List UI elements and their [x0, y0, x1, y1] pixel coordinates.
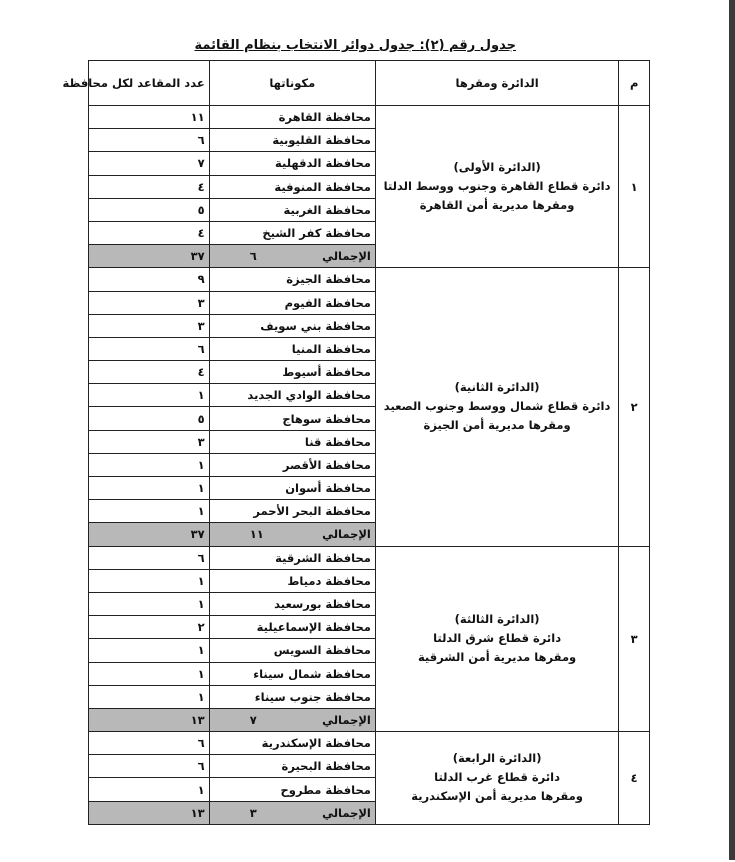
governorate-name: محافظة بني سويف	[209, 314, 375, 337]
header-m: م	[619, 61, 650, 106]
governorate-name: محافظة الوادي الجديد	[209, 384, 375, 407]
governorate-seats: ٢	[89, 616, 210, 639]
total-label: الإجمالي	[322, 527, 371, 542]
governorate-name: محافظة سوهاج	[209, 407, 375, 430]
total-cell	[209, 708, 375, 731]
governorate-seats: ٥	[89, 407, 210, 430]
governorate-seats: ٦	[89, 129, 210, 152]
circle-number: ٢	[619, 268, 650, 546]
governorate-seats: ١	[89, 384, 210, 407]
governorate-name: محافظة الشرقية	[209, 546, 375, 569]
governorate-name: محافظة كفر الشيخ	[209, 221, 375, 244]
governorate-seats: ١	[89, 500, 210, 523]
governorate-name: محافظة القليوبية	[209, 129, 375, 152]
header-row	[89, 61, 650, 106]
total-cell	[209, 801, 375, 824]
header-seats: عدد المقاعد لكل محافظة	[89, 61, 210, 106]
governorate-seats: ١	[89, 778, 210, 801]
governorate-seats: ١	[89, 662, 210, 685]
governorate-name: محافظة الدقهلية	[209, 152, 375, 175]
region-desc1: دائرة قطاع القاهرة وجنوب ووسط الدلتا	[383, 179, 611, 194]
governorate-name: محافظة مطروح	[209, 778, 375, 801]
governorate-seats: ١	[89, 477, 210, 500]
table-row	[89, 546, 650, 569]
total-governorates: ٣	[249, 805, 257, 820]
governorate-seats: ٦	[89, 755, 210, 778]
governorate-name: محافظة القاهرة	[209, 106, 375, 129]
region-desc1: دائرة قطاع غرب الدلتا	[434, 770, 560, 785]
governorate-seats: ٤	[89, 175, 210, 198]
total-governorates: ٦	[249, 249, 257, 264]
governorate-seats: ٩	[89, 268, 210, 291]
governorate-name: محافظة قنا	[209, 430, 375, 453]
governorate-seats: ٤	[89, 221, 210, 244]
governorate-seats: ٦	[89, 546, 210, 569]
table-row	[89, 732, 650, 755]
region-desc2: ومقرها مديرية أمن الجيزة	[423, 418, 571, 433]
governorate-seats: ١	[89, 592, 210, 615]
total-seats: ٣٧	[89, 523, 210, 546]
governorate-name: محافظة جنوب سيناء	[209, 685, 375, 708]
governorate-seats: ١	[89, 639, 210, 662]
governorate-seats: ١	[89, 453, 210, 476]
total-governorates: ٧	[249, 712, 257, 727]
governorate-name: محافظة الفيوم	[209, 291, 375, 314]
governorate-name: محافظة المنوفية	[209, 175, 375, 198]
governorate-name: محافظة أسوان	[209, 477, 375, 500]
circle-region	[375, 106, 618, 268]
region-name: (الدائرة الثانية)	[454, 380, 540, 395]
header-region: الدائرة ومقرها	[375, 61, 618, 106]
governorate-seats: ١١	[89, 106, 210, 129]
circle-region	[375, 546, 618, 732]
table-row	[89, 268, 650, 291]
governorate-seats: ٣	[89, 291, 210, 314]
governorate-name: محافظة الإسماعيلية	[209, 616, 375, 639]
governorate-seats: ٣	[89, 314, 210, 337]
region-desc1: دائرة قطاع شمال ووسط وجنوب الصعيد	[383, 399, 611, 414]
governorate-seats: ٥	[89, 198, 210, 221]
region-name: (الدائرة الثالثة)	[454, 612, 540, 627]
total-seats: ١٣	[89, 801, 210, 824]
region-desc2: ومقرها مديرية أمن الشرقية	[417, 650, 577, 665]
governorate-seats: ٣	[89, 430, 210, 453]
header-components: مكوناتها	[209, 61, 375, 106]
total-governorates: ١١	[249, 527, 264, 542]
governorate-seats: ٤	[89, 361, 210, 384]
total-label: الإجمالي	[322, 712, 371, 727]
region-name: (الدائرة الرابعة)	[452, 751, 542, 766]
total-cell	[209, 523, 375, 546]
governorate-name: محافظة أسيوط	[209, 361, 375, 384]
circle-number: ٣	[619, 546, 650, 732]
region-desc2: ومقرها مديرية أمن الإسكندرية	[411, 789, 583, 804]
circle-number: ٤	[619, 732, 650, 825]
region-name: (الدائرة الأولى)	[453, 160, 541, 175]
governorate-name: محافظة الأقصر	[209, 453, 375, 476]
circle-region	[375, 268, 618, 546]
governorate-name: محافظة بورسعيد	[209, 592, 375, 615]
region-desc2: ومقرها مديرية أمن القاهرة	[419, 198, 575, 213]
total-cell	[209, 245, 375, 268]
governorate-seats: ١	[89, 685, 210, 708]
table-row	[89, 106, 650, 129]
governorate-name: محافظة الغربية	[209, 198, 375, 221]
total-seats: ٣٧	[89, 245, 210, 268]
governorate-seats: ٦	[89, 732, 210, 755]
total-label: الإجمالي	[322, 249, 371, 264]
governorate-seats: ٧	[89, 152, 210, 175]
circles-table	[62, 60, 650, 825]
total-label: الإجمالي	[322, 805, 371, 820]
circle-region	[375, 732, 618, 825]
governorate-name: محافظة شمال سيناء	[209, 662, 375, 685]
governorate-seats: ١	[89, 569, 210, 592]
governorate-seats: ٦	[89, 337, 210, 360]
governorate-name: محافظة البحر الأحمر	[209, 500, 375, 523]
governorate-name: محافظة السويس	[209, 639, 375, 662]
governorate-name: محافظة دمياط	[209, 569, 375, 592]
page-title: جدول رقم (٢): جدول دوائر الانتخاب بنظام القائمة	[194, 38, 516, 53]
circle-number: ١	[619, 106, 650, 268]
governorate-name: محافظة المنيا	[209, 337, 375, 360]
total-seats: ١٣	[89, 708, 210, 731]
governorate-name: محافظة الإسكندرية	[209, 732, 375, 755]
governorate-name: محافظة الجيزة	[209, 268, 375, 291]
region-desc1: دائرة قطاع شرق الدلتا	[433, 631, 562, 646]
governorate-name: محافظة البحيرة	[209, 755, 375, 778]
